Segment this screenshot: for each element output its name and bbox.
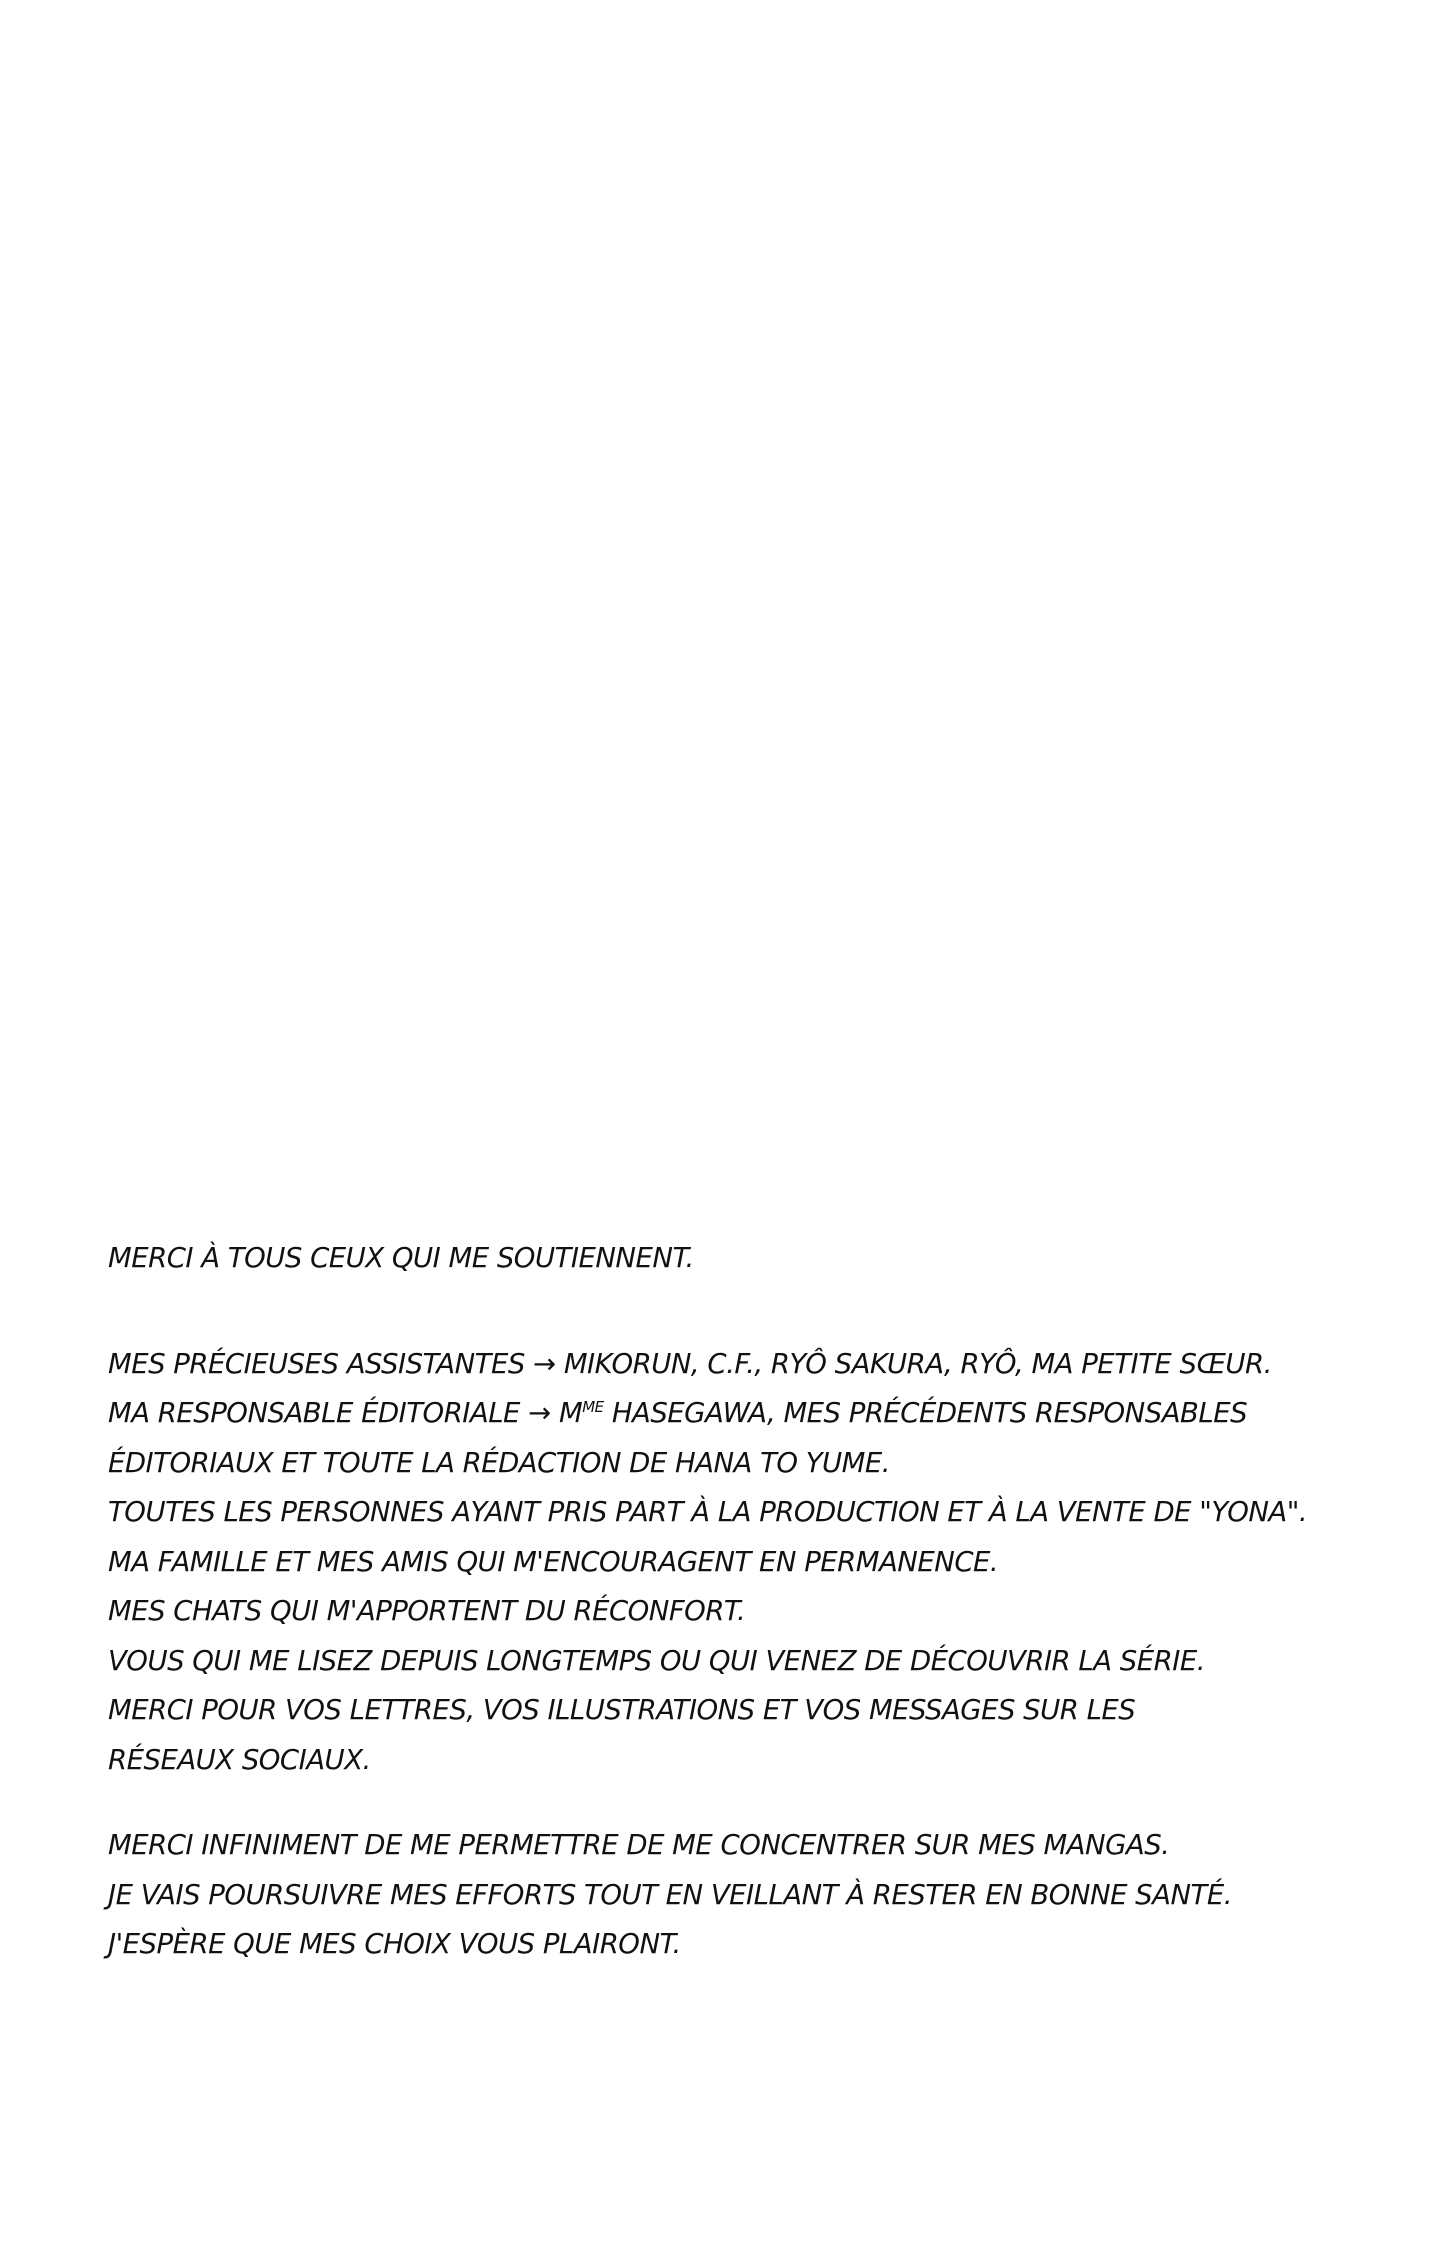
assistants-line: MES PRÉCIEUSES ASSISTANTES → MIKORUN, C.F., RYÔ SAKURA, RYÔ, MA PETITE SŒUR. [108,1347,1272,1380]
acknowledgements-text [108,1234,1338,1970]
readers-line: VOUS QUI ME LISEZ DEPUIS LONGTEMPS OU QUI VENEZ DE DÉCOUVRIR LA SÉRIE. [108,1644,1205,1677]
editor-prefix: MA RESPONSABLE ÉDITORIALE → M [108,1397,583,1429]
family-line: MA FAMILLE ET MES AMIS QUI M'ENCOURAGENT EN PERMANENCE. [108,1545,999,1578]
letters-line-2: RÉSEAUX SOCIAUX. [108,1743,371,1776]
closing-line-2: JE VAIS POURSUIVRE MES EFFORTS TOUT EN VEILLANT À RESTER EN BONNE SANTÉ. [108,1878,1232,1911]
editor-line [108,1389,1338,1439]
closing-line-1: MERCI INFINIMENT DE ME PERMETTRE DE ME CONCENTRER SUR MES MANGAS. [108,1829,1170,1861]
editor-suffix: HASEGAWA, MES PRÉCÉDENTS RESPONSABLES [603,1397,1248,1429]
thanks-intro: MERCI À TOUS CEUX QUI ME SOUTIENNENT. [108,1242,694,1274]
letters-line-1: MERCI POUR VOS LETTRES, VOS ILLUSTRATIONS ET VOS MESSAGES SUR LES [108,1694,1136,1726]
production-line: TOUTES LES PERSONNES AYANT PRIS PART À LA PRODUCTION ET À LA VENTE DE "YONA". [108,1496,1308,1528]
cats-line: MES CHATS QUI M'APPORTENT DU RÉCONFORT. [108,1595,746,1627]
editor-title-superscript: ME [582,1398,604,1416]
paragraph-spacer [108,1284,1338,1340]
editorial-line: ÉDITORIAUX ET TOUTE LA RÉDACTION DE HANA TO YUME. [108,1446,891,1479]
closing-line-3: J'ESPÈRE QUE MES CHOIX VOUS PLAIRONT. [108,1928,681,1960]
paragraph-spacer [108,1785,1338,1821]
